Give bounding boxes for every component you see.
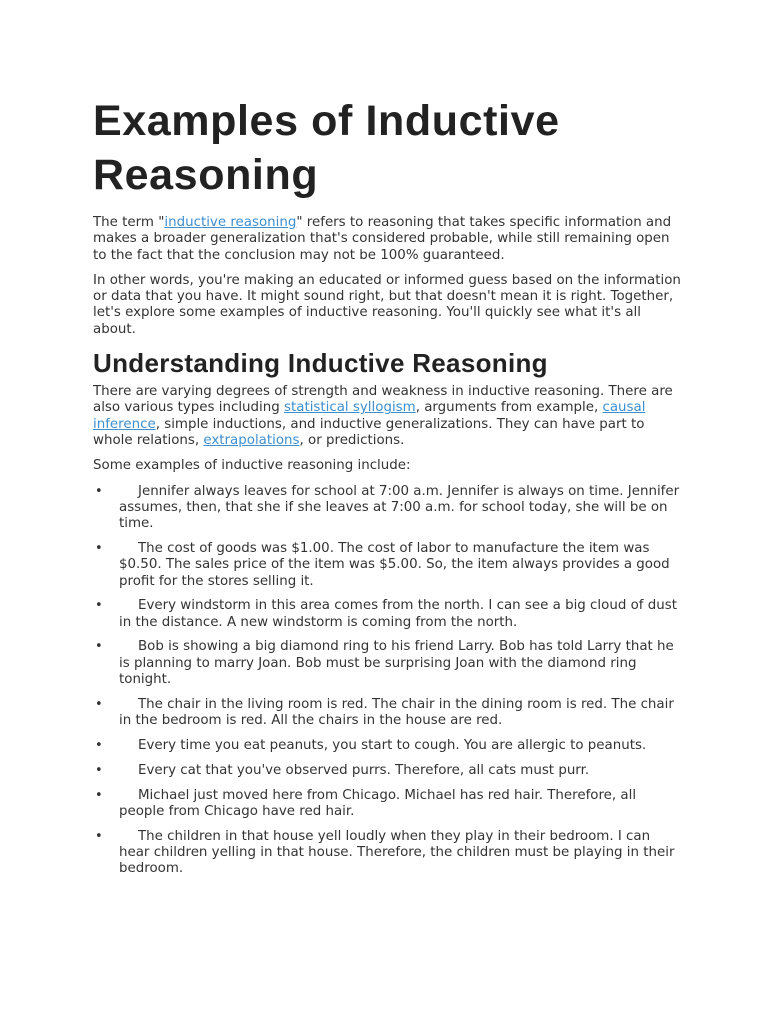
section-heading: Understanding Inductive Reasoning — [93, 348, 548, 379]
page-title: Examples of Inductive Reasoning — [93, 97, 560, 199]
list-item: • Bob is showing a big diamond ring to his friend Larry. Bob has told Larry that he is planning to marry Joan. Bob must be surprising Joan with the diamond ring tonight. — [95, 639, 674, 688]
intro-paragraph-2: In other words, you're making an educated or informed guess based on the information or data that you have. It might sound right, but that doesn't mean it is right. Together, let's explore some examples of inductive reasoning. You'll quickly see what it's all about. — [93, 272, 681, 337]
bullet-icon: • — [95, 483, 103, 499]
list-item: • Every time you eat peanuts, you start to cough. You are allergic to peanuts. — [95, 737, 647, 753]
list-item: • Every windstorm in this area comes from the north. I can see a big cloud of dust in the distance. A new windstorm is coming from the north. — [95, 598, 677, 630]
intro-paragraph-1: The term "inductive reasoning" refers to reasoning that takes specific information and makes a broader generalization that's considered probable, while still remaining open to the fact that the conclusion may not be 100% guaranteed. — [93, 215, 672, 263]
examples-list — [93, 484, 683, 878]
bullet-icon: • — [95, 540, 103, 556]
section-paragraph: There are varying degrees of strength and weakness in inductive reasoning. There are also various types including statistical syllogism, arguments from example, causal inference, simple inductions, and inductive generalizations. They can have part to whole relations, extrapolations, or predictions. — [93, 384, 673, 448]
list-item: • The children in that house yell loudly when they play in their bedroom. I can hear children yelling in that house. Therefore, the children must be playing in their bedroom. — [95, 828, 675, 877]
link-statistical-syllogism[interactable]: statistical syllogism — [284, 400, 416, 416]
bullet-icon: • — [95, 639, 103, 655]
link-extrapolations[interactable]: extrapolations — [203, 432, 300, 448]
bullet-icon: • — [95, 828, 103, 844]
document-page — [93, 94, 683, 886]
list-item: • Every cat that you've observed purrs. Therefore, all cats must purr. — [95, 762, 590, 778]
bullet-icon: • — [95, 696, 103, 712]
bullet-icon: • — [95, 737, 103, 753]
bullet-icon: • — [95, 762, 103, 778]
link-inductive-reasoning[interactable]: inductive reasoning — [164, 215, 297, 230]
list-item: • Jennifer always leaves for school at 7:00 a.m. Jennifer is always on time. Jennifer assumes, then, that she if she leaves at 7:00 a.m. for school today, she will be on time. — [95, 483, 680, 532]
bullet-icon: • — [95, 787, 103, 803]
list-intro: Some examples of inductive reasoning include: — [93, 458, 411, 474]
list-item: • Michael just moved here from Chicago. Michael has red hair. Therefore, all people from Chicago have red hair. — [95, 787, 637, 819]
link-causal-inference[interactable]: causal inference — [93, 400, 646, 432]
bullet-icon: • — [95, 598, 103, 614]
list-item: • The chair in the living room is red. The chair in the dining room is red. The chair in the bedroom is red. All the chairs in the house are red. — [95, 696, 674, 729]
list-item: • The cost of goods was $1.00. The cost of labor to manufacture the item was $0.50. The sales price of the item was $5.00. So, the item always provides a good profit for the stores selling it. — [95, 540, 670, 589]
